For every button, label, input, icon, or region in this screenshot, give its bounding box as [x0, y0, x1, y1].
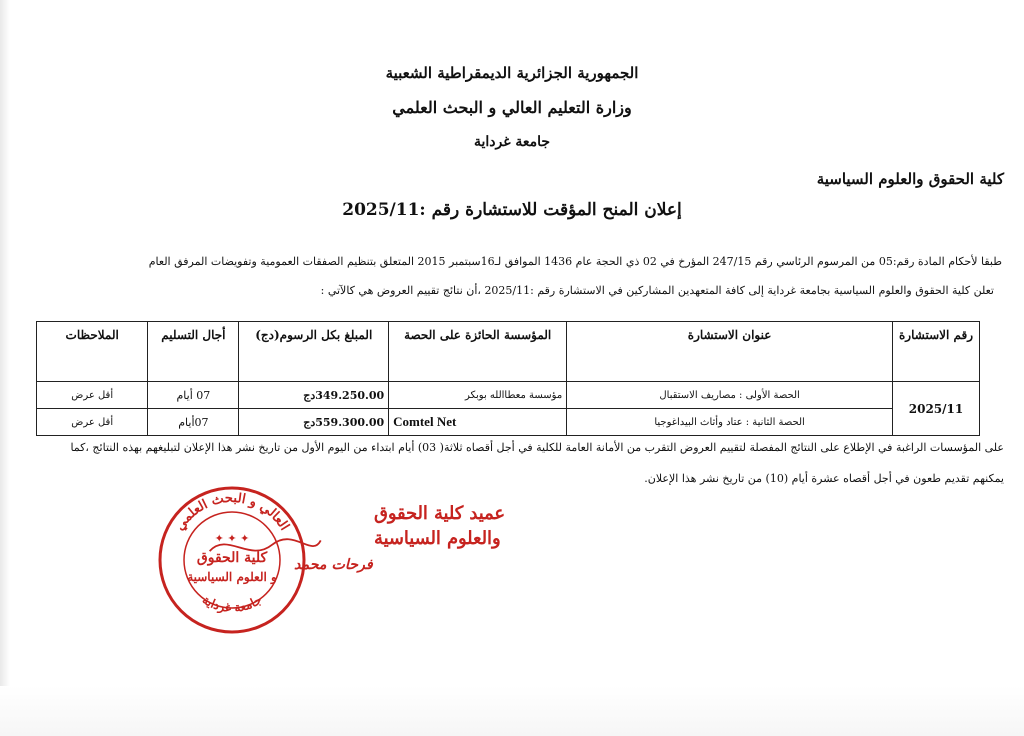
remarks-cell: أقل عرض	[37, 409, 148, 436]
svg-text:كلية الحقوق: كلية الحقوق	[196, 550, 268, 566]
official-round-seal	[152, 482, 312, 638]
header-subject: عنوان الاستشارة	[567, 322, 893, 382]
table-row	[37, 409, 980, 436]
header-institution: المؤسسة الحائزة على الحصة	[389, 322, 567, 382]
university-heading: جامعة غرداية	[473, 134, 551, 150]
header-delivery: أجال التسليم	[148, 322, 239, 382]
svg-text:فرحات محمد: فرحات محمد	[294, 556, 373, 573]
amount-cell: 559.300.00دج	[239, 409, 389, 436]
scan-bottom-shadow	[0, 686, 1024, 736]
consultation-number-cell: 2025/11	[893, 382, 980, 436]
appeal-paragraph: يمكنهم تقديم طعون في أجل أقصاه عشرة أيام (10) من تاريخ نشر هذا الإعلان.	[644, 472, 1004, 485]
results-consultation-paragraph: على المؤسسات الراغبة في الإطلاع على النتائج المفصلة لتقييم العروض التقرب من الأمانة العامة للكلية في أجل أقصاه ثلاثة( 03) أيام ابتداء من اليوم الأول من تاريخ نشر هذا الإعلان لتبليغهم بهذه النتائج ،كما	[70, 441, 1004, 454]
republic-heading: الجمهورية الجزائرية الديمقراطية الشعبية	[385, 64, 639, 82]
institution-cell: Comtel Net	[389, 409, 567, 436]
faculty-name: كلية الحقوق والعلوم السياسية	[816, 170, 1004, 188]
svg-text:و العلوم السياسية: و العلوم السياسية	[187, 570, 277, 584]
legal-basis-paragraph: طبقا لأحكام المادة رقم:05 من المرسوم الرئاسي رقم 247/15 المؤرخ في 02 ذي الحجة عام 1436 الموافق لـ16سبتمبر 2015 المتعلق بتنظيم الصفقات العمومية وتفويضات المرفق العام	[148, 255, 1002, 268]
svg-text:✦ ✦ ✦: ✦ ✦ ✦	[214, 532, 250, 545]
svg-text:عميد كلية الحقوق: عميد كلية الحقوق	[374, 503, 505, 525]
svg-text:والعلوم السياسية: والعلوم السياسية	[374, 528, 501, 549]
amount-cell: 349.250.00دج	[239, 382, 389, 409]
remarks-cell: أقل عرض	[37, 382, 148, 409]
table-row	[37, 382, 980, 409]
lot-subject-cell: الحصة الثانية : عتاد وأثاث البيداغوجيا	[567, 409, 893, 436]
delivery-cell: 07 أيام	[148, 382, 239, 409]
header-number: رقم الاستشارة	[893, 322, 980, 382]
lot-subject-cell: الحصة الأولى : مصاريف الاستقبال	[567, 382, 893, 409]
svg-text:العالي و البحث العلمي: العالي و البحث العلمي	[172, 490, 292, 534]
institution-cell: مؤسسة معطاالله بوبكر	[389, 382, 567, 409]
header-amount: المبلغ بكل الرسوم(دج)	[239, 322, 389, 382]
table-header-row	[37, 322, 980, 382]
header-remarks: الملاحظات	[37, 322, 148, 382]
results-table	[36, 321, 980, 436]
ministry-heading: وزارة التعليم العالي و البحث العلمي	[392, 98, 632, 117]
delivery-cell: 07أيام	[148, 409, 239, 436]
announcement-title: إعلان المنح المؤقت للاستشارة رقم :2025/11	[342, 200, 682, 220]
svg-text:جامعة غرداية: جامعة غرداية	[199, 592, 265, 615]
announcement-paragraph: تعلن كلية الحقوق والعلوم السياسية بجامعة غرداية إلى كافة المتعهدين المشاركين في الاستشارة رقم :2025/11 ،أن نتائج تقييم العروض هي كالآتي :	[320, 284, 994, 297]
